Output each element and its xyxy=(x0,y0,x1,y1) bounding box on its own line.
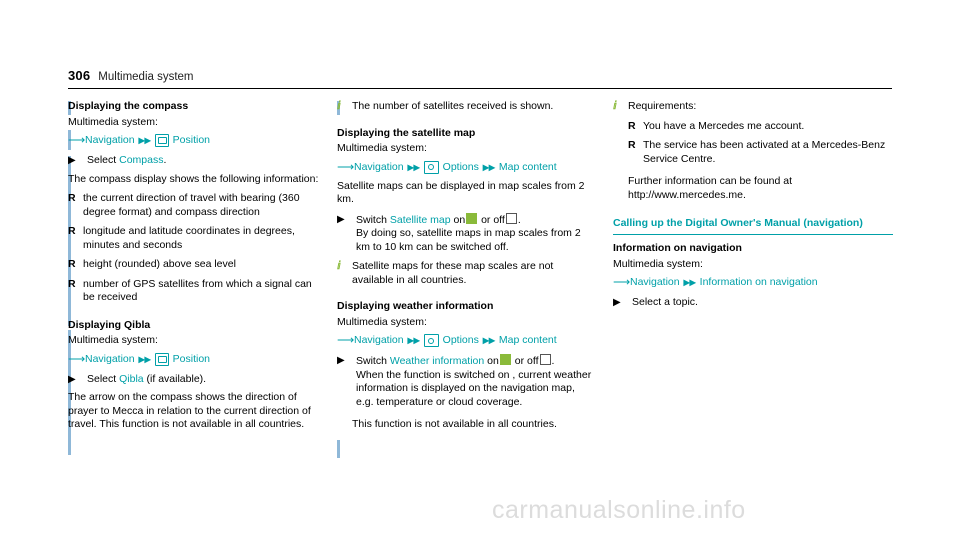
menu-item-qibla[interactable]: Qibla xyxy=(119,372,144,385)
requirements-body: Further information can be found at http://www.mercedes.me. xyxy=(628,175,793,201)
breadcrumb-navigation[interactable]: Navigation xyxy=(630,276,680,288)
arrow-right-icon: ⟶ xyxy=(68,351,86,366)
position-icon xyxy=(155,134,169,147)
satellite-body-2: By doing so, satellite maps in map scales from 2 km to 10 km can be switched off. xyxy=(356,227,581,253)
step-switch-weather xyxy=(337,354,593,409)
qibla-body: The arrow on the compass shows the direction of prayer to Mecca in relation to the current direction of travel. This function is not available in all countries. xyxy=(68,391,311,430)
list-item xyxy=(68,278,320,305)
double-arrow-icon: ▸▸ xyxy=(407,333,420,347)
step-off: or off xyxy=(481,213,505,226)
list-item xyxy=(628,139,893,166)
double-arrow-icon: ▸▸ xyxy=(407,159,420,174)
step-tail: . xyxy=(517,213,521,226)
bullet-icon: R xyxy=(628,119,636,132)
info-icon: ⅈ xyxy=(337,260,341,272)
checkbox-on-icon xyxy=(466,213,477,224)
compass-body: The compass display shows the following information: xyxy=(68,172,319,185)
bullet-icon: R xyxy=(68,258,76,270)
step-verb: Switch xyxy=(356,355,387,367)
note-satellite-text: Satellite maps for these map scales are not available in all countries. xyxy=(352,260,554,286)
step-tail: . xyxy=(551,355,555,367)
step-select-topic-text: Select a topic. xyxy=(632,296,698,308)
step-arrow-icon: ▶ xyxy=(68,155,76,166)
step-off: or off xyxy=(514,355,539,367)
requirement-1: You have a Mercedes me account. xyxy=(643,119,805,132)
compass-bullet-2: longitude and latitude coordinates in degrees, minutes and seconds xyxy=(83,225,295,251)
step-on: on xyxy=(487,355,499,367)
percent-icon: ⅈ xyxy=(613,100,617,112)
section-title-qibla: Displaying Qibla xyxy=(68,318,151,331)
checkbox-on-icon xyxy=(500,354,511,365)
double-arrow-icon: ▸▸ xyxy=(482,333,495,347)
step-verb: Select xyxy=(87,372,117,385)
double-arrow-icon: ▸▸ xyxy=(482,159,495,174)
qibla-breadcrumb xyxy=(68,352,320,367)
note-satellites xyxy=(337,100,593,114)
note-satellite-availability xyxy=(337,260,593,287)
options-icon xyxy=(424,334,439,347)
breadcrumb-position[interactable]: Position xyxy=(172,134,211,146)
arrow-right-icon: ⟶ xyxy=(337,159,355,174)
compass-system-label: Multimedia system: xyxy=(68,115,158,128)
bullet-icon: R xyxy=(68,225,76,237)
breadcrumb-options[interactable]: Options xyxy=(442,160,479,173)
step-tail: . xyxy=(163,154,167,166)
breadcrumb-navigation[interactable]: Navigation xyxy=(354,334,404,346)
column-two xyxy=(337,100,593,432)
step-select-compass xyxy=(68,154,320,168)
step-verb: Switch xyxy=(356,213,387,226)
step-switch-satellite-map xyxy=(337,213,593,255)
step-arrow-icon: ▶ xyxy=(613,297,621,308)
weather-body-2: This function is not available in all countries. xyxy=(352,418,557,430)
digital-manual-heading-block xyxy=(613,217,893,235)
info-icon: ⅈ xyxy=(337,100,341,112)
breadcrumb-navigation[interactable]: Navigation xyxy=(354,160,404,173)
options-icon xyxy=(424,161,439,174)
header-divider xyxy=(68,88,892,89)
step-select-topic xyxy=(613,296,893,310)
digital-manual-breadcrumb xyxy=(613,275,893,290)
list-item xyxy=(68,192,320,219)
double-arrow-icon: ▸▸ xyxy=(138,133,151,147)
section-divider xyxy=(613,234,893,236)
chapter-title: Multimedia system xyxy=(98,71,194,83)
list-item xyxy=(628,120,893,134)
section-title-compass: Displaying the compass xyxy=(68,100,189,112)
step-verb: Select xyxy=(87,154,117,166)
compass-bullet-3: height (rounded) above sea level xyxy=(83,258,236,270)
section-title-weather: Displaying weather information xyxy=(337,300,494,312)
step-select-qibla xyxy=(68,373,320,387)
breadcrumb-map-content[interactable]: Map content xyxy=(498,160,557,173)
page-header xyxy=(68,68,892,83)
menu-item-weather-information[interactable]: Weather information xyxy=(389,355,485,367)
menu-item-satellite-map[interactable]: Satellite map xyxy=(389,213,451,226)
weather-breadcrumb xyxy=(337,333,593,348)
list-item xyxy=(68,225,320,252)
requirements-title: Requirements: xyxy=(628,100,697,112)
checkbox-off-icon xyxy=(540,354,551,365)
requirements-note xyxy=(613,100,893,114)
menu-item-compass[interactable]: Compass xyxy=(119,154,164,166)
position-icon xyxy=(155,353,169,366)
breadcrumb-navigation[interactable]: Navigation xyxy=(85,134,135,146)
double-arrow-icon: ▸▸ xyxy=(138,351,151,366)
requirement-2: The service has been activated at a Mercedes-Benz Service Centre. xyxy=(643,139,886,165)
checkbox-off-icon xyxy=(506,213,517,224)
section-title-satellite-map: Displaying the satellite map xyxy=(337,126,476,139)
compass-bullet-4: number of GPS satellites from which a signal can be received xyxy=(83,277,312,303)
satellite-breadcrumb xyxy=(337,160,593,175)
weather-system-label: Multimedia system: xyxy=(337,315,427,328)
satellite-body: Satellite maps can be displayed in map scales from 2 km. xyxy=(337,179,585,205)
compass-bullet-1: the current direction of travel with bearing (360 degree format) and compass direction xyxy=(83,192,300,218)
breadcrumb-position[interactable]: Position xyxy=(172,352,211,365)
column-three xyxy=(613,100,893,310)
breadcrumb-options[interactable]: Options xyxy=(442,334,479,346)
bullet-icon: R xyxy=(68,277,76,290)
double-arrow-icon: ▸▸ xyxy=(683,275,696,289)
step-tail: (if available). xyxy=(146,372,207,385)
satellite-system-label: Multimedia system: xyxy=(337,142,427,154)
arrow-right-icon: ⟶ xyxy=(68,133,86,147)
arrow-right-icon: ⟶ xyxy=(613,275,631,289)
step-arrow-icon: ▶ xyxy=(337,213,345,225)
bullet-icon: R xyxy=(628,139,636,151)
step-arrow-icon: ▶ xyxy=(68,373,76,385)
breadcrumb-map-content[interactable]: Map content xyxy=(498,334,557,346)
page-number: 306 xyxy=(68,68,91,83)
breadcrumb-navigation[interactable]: Navigation xyxy=(85,352,135,365)
bullet-icon: R xyxy=(68,192,76,204)
note-satellites-text: The number of satellites received is shown. xyxy=(352,100,554,112)
arrow-right-icon: ⟶ xyxy=(337,333,355,347)
section-title-information-navigation: Information on navigation xyxy=(613,242,742,254)
column-one xyxy=(68,100,320,432)
weather-body: When the function is switched on , current weather information is displayed on the navigation map, e.g. temperature or cloud coverage. xyxy=(356,368,592,408)
watermark: carmanualsonline.info xyxy=(492,496,746,524)
breadcrumb-information-on-navigation[interactable]: Information on navigation xyxy=(699,276,818,288)
compass-breadcrumb xyxy=(68,133,320,148)
list-item xyxy=(68,258,320,272)
section-title-digital-manual: Calling up the Digital Owner's Manual (navigation) xyxy=(613,217,863,229)
change-bar xyxy=(337,440,340,458)
step-arrow-icon: ▶ xyxy=(337,355,345,366)
step-on: on xyxy=(453,213,466,226)
qibla-system-label: Multimedia system: xyxy=(68,334,158,346)
digital-manual-system-label: Multimedia system: xyxy=(613,257,703,270)
